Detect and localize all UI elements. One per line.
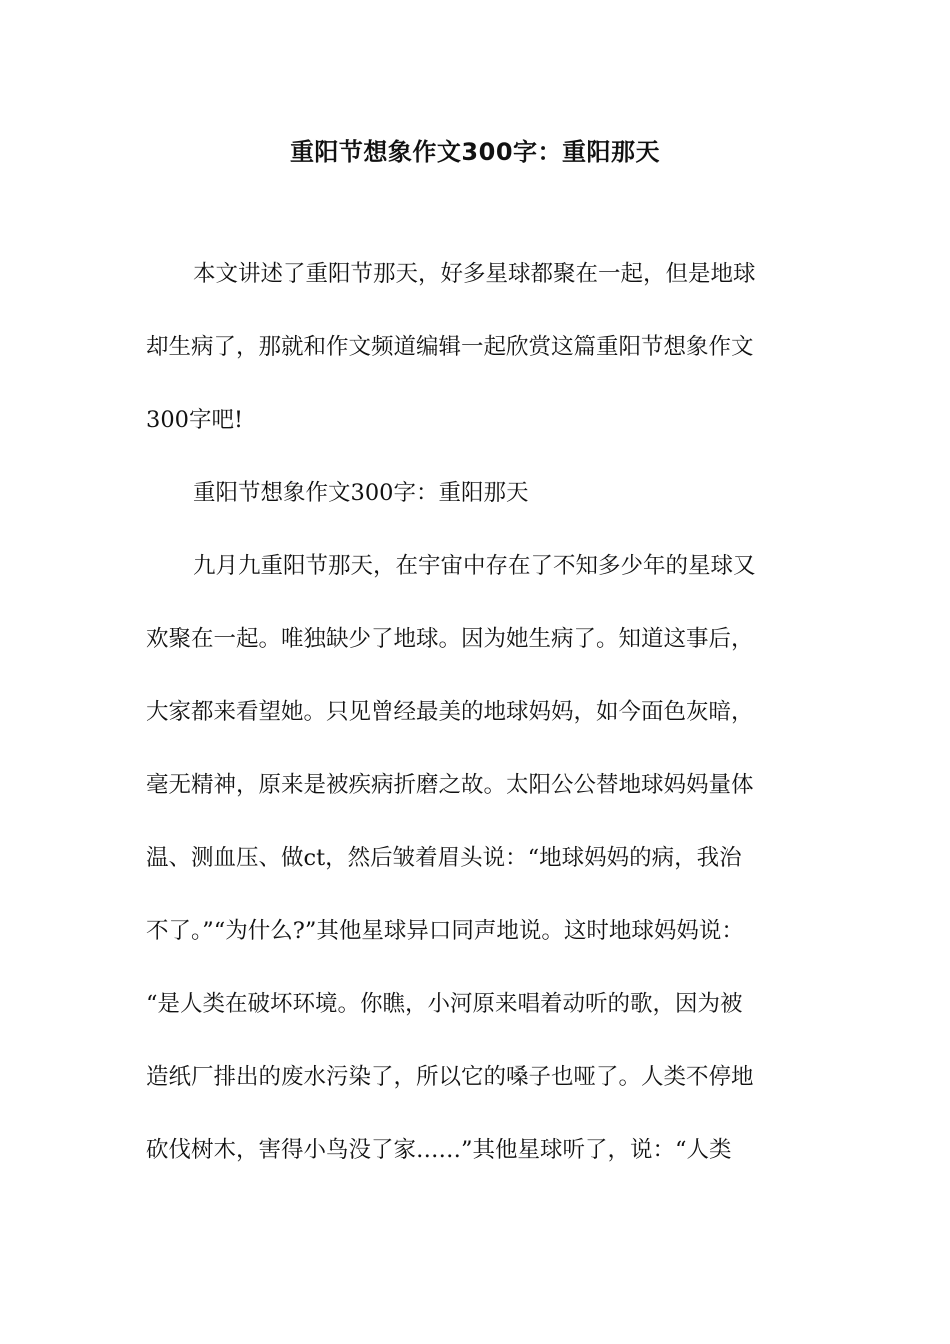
text-line: 九月九重阳节那天，在宇宙中存在了不知多少年的星球又 bbox=[193, 553, 756, 579]
text-line: 不了。”“为什么?”其他星球异口同声地说。这时地球妈妈说： bbox=[146, 918, 744, 944]
text-line: 重阳节想象作文300字：重阳那天 bbox=[193, 480, 529, 506]
document-title: 重阳节想象作文300字：重阳那天 bbox=[289, 138, 661, 166]
text-line: “是人类在破坏环境。你瞧，小河原来唱着动听的歌，因为被 bbox=[146, 991, 743, 1017]
text-line: 欢聚在一起。唯独缺少了地球。因为她生病了。知道这事后， bbox=[146, 626, 754, 652]
text-line: 300字吧! bbox=[146, 407, 243, 433]
text-line: 大家都来看望她。只见曾经最美的地球妈妈，如今面色灰暗， bbox=[146, 699, 754, 725]
text-line: 温、测血压、做ct，然后皱着眉头说：“地球妈妈的病，我治 bbox=[146, 845, 742, 871]
document-body bbox=[146, 254, 816, 1203]
text-line: 毫无精神，原来是被疾病折磨之故。太阳公公替地球妈妈量体 bbox=[146, 772, 754, 798]
text-line: 本文讲述了重阳节那天，好多星球都聚在一起，但是地球 bbox=[193, 261, 756, 287]
text-line: 造纸厂排出的废水污染了，所以它的嗓子也哑了。人类不停地 bbox=[146, 1064, 754, 1090]
text-line: 却生病了，那就和作文频道编辑一起欣赏这篇重阳节想象作文 bbox=[146, 334, 754, 360]
text-line: 砍伐树木，害得小鸟没了家……”其他星球听了，说：“人类 bbox=[146, 1137, 732, 1163]
